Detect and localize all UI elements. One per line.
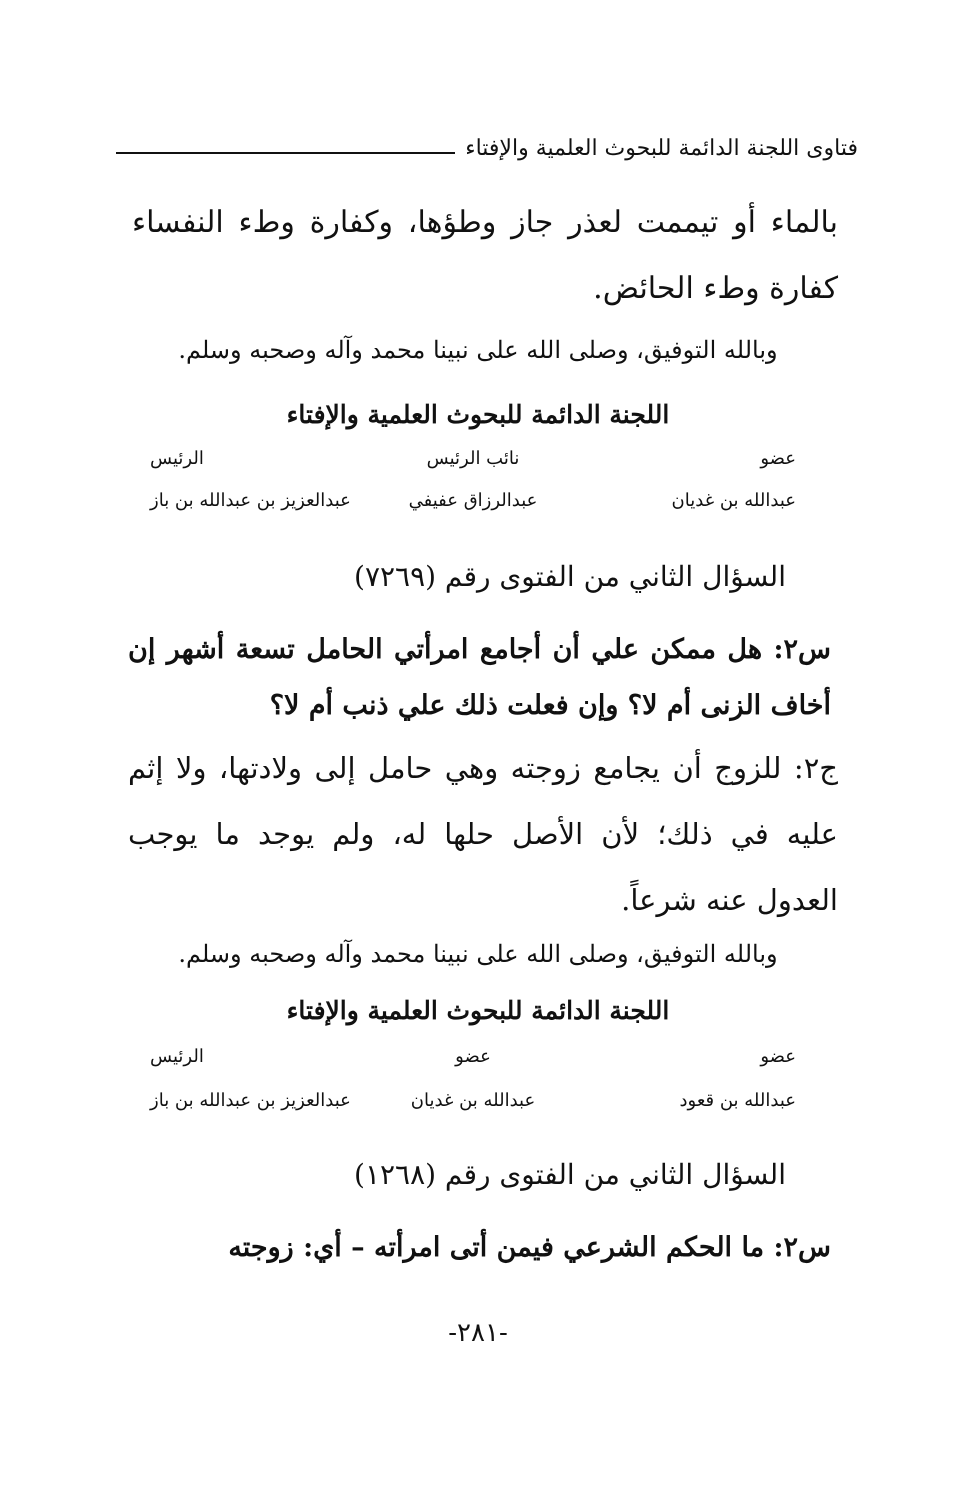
signatory-role: الرئيس — [150, 1046, 204, 1067]
fatwa-heading-1268: السؤال الثاني من الفتوى رقم (١٢٦٨) — [354, 1158, 786, 1191]
signatory-role: عضو — [455, 1046, 491, 1067]
signatory-name: عبدالله بن غديان — [671, 490, 796, 511]
fatwa-heading-7269: السؤال الثاني من الفتوى رقم (٧٢٦٩) — [354, 560, 786, 593]
signature-roles-2 — [150, 1046, 796, 1067]
closing-formula-2: وبالله التوفيق، وصلى الله على نبينا محمد وآله وصحبه وسلم. — [178, 940, 778, 968]
signatory-name: عبدالعزيز بن عبدالله بن باز — [150, 490, 351, 511]
committee-title-2: اللجنة الدائمة للبحوث العلمية والإفتاء — [286, 996, 670, 1025]
signature-names-2 — [150, 1090, 796, 1111]
page-number: -٢٨١- — [448, 1318, 508, 1348]
question-text-2: س٢: ما الحكم الشرعي فيمن أتى امرأته – أي: زوجته — [228, 1232, 831, 1263]
closing-formula-1: وبالله التوفيق، وصلى الله على نبينا محمد وآله وصحبه وسلم. — [178, 336, 778, 364]
signatory-role: عضو — [760, 1046, 796, 1067]
signatory-name: عبدالعزيز بن عبدالله بن باز — [150, 1090, 351, 1111]
paragraph-continuation: بالماء أو تيممت لعذر جاز وطؤها، وكفارة وطء النفساء كفارة وطء الحائض. — [132, 205, 838, 306]
answer-text-1: ج٢: للزوج أن يجامع زوجته وهي حامل إلى ولادتها، ولا إثم عليه في ذلك؛ لأن الأصل حلها له، ولم يوجد ما يوجب العدول عنه شرعاً. — [128, 751, 838, 917]
signature-roles-1 — [150, 448, 796, 469]
header-rule — [116, 152, 455, 154]
header-title: فتاوى اللجنة الدائمة للبحوث العلمية والإفتاء — [465, 135, 858, 161]
running-header — [116, 128, 858, 168]
signatory-name: عبدالله بن قعود — [679, 1090, 796, 1111]
signatory-role: نائب الرئيس — [426, 448, 520, 469]
question-text-1: س٢: هل ممكن علي أن أجامع امرأتي الحامل تسعة أشهر إن أخاف الزنى أم لا؟ وإن فعلت ذلك علي ذنب أم لا؟ — [128, 634, 831, 721]
committee-title-1: اللجنة الدائمة للبحوث العلمية والإفتاء — [286, 400, 670, 429]
signatory-name: عبدالرزاق عفيفي — [408, 490, 538, 511]
signatory-role: عضو — [760, 448, 796, 469]
signature-names-1 — [150, 490, 796, 511]
signatory-role: الرئيس — [150, 448, 204, 469]
signatory-name: عبدالله بن غديان — [410, 1090, 536, 1111]
